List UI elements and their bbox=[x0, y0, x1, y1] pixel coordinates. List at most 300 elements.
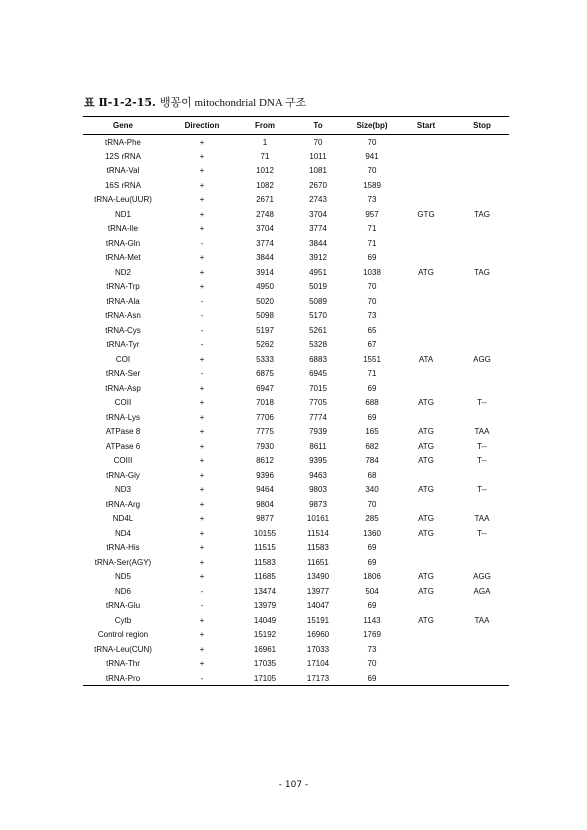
table-row bbox=[83, 657, 509, 672]
cell-direction: - bbox=[200, 311, 204, 321]
cell-from: 14049 bbox=[253, 615, 277, 625]
cell-start bbox=[397, 164, 455, 179]
cell-from: 5197 bbox=[256, 325, 274, 335]
table-row bbox=[83, 149, 509, 164]
cell-gene: ND1 bbox=[114, 209, 131, 219]
cell-start bbox=[397, 410, 455, 425]
cell-start bbox=[397, 323, 455, 338]
cell-gene: ND6 bbox=[114, 586, 131, 596]
cell-stop bbox=[455, 222, 509, 237]
cell-gene: tRNA-Ala bbox=[106, 296, 140, 306]
cell-start bbox=[397, 599, 455, 614]
cell-direction: + bbox=[199, 354, 205, 364]
table-caption-label: 표 Ⅱ-1-2-15. bbox=[84, 96, 156, 109]
cell-start: GTG bbox=[417, 209, 435, 219]
table-body bbox=[83, 135, 509, 686]
cell-gene: tRNA-Phe bbox=[104, 137, 141, 147]
table-row bbox=[83, 236, 509, 251]
cell-to: 5089 bbox=[309, 296, 327, 306]
table-row bbox=[83, 178, 509, 193]
cell-to: 1011 bbox=[309, 151, 327, 161]
cell-to: 11583 bbox=[307, 543, 329, 553]
cell-start: ATG bbox=[418, 586, 434, 596]
cell-direction: - bbox=[200, 601, 204, 611]
cell-stop bbox=[455, 468, 509, 483]
cell-to: 5170 bbox=[309, 311, 327, 321]
cell-size: 504 bbox=[365, 586, 379, 596]
cell-to: 17033 bbox=[306, 644, 330, 654]
cell-gene: tRNA-Lys bbox=[106, 412, 140, 422]
table-row bbox=[83, 135, 509, 150]
cell-to: 3774 bbox=[309, 224, 327, 234]
table-row bbox=[83, 541, 509, 556]
table-row bbox=[83, 294, 509, 309]
table-row bbox=[83, 410, 509, 425]
cell-gene: tRNA-Trp bbox=[106, 282, 140, 292]
cell-from: 3844 bbox=[256, 253, 274, 263]
cell-start bbox=[397, 367, 455, 382]
cell-start bbox=[397, 497, 455, 512]
cell-to: 9463 bbox=[309, 470, 327, 480]
table-row bbox=[83, 425, 509, 440]
cell-size: 70 bbox=[367, 659, 377, 669]
cell-stop: AGG bbox=[473, 354, 491, 364]
cell-to: 70 bbox=[313, 137, 323, 147]
cell-to: 1081 bbox=[309, 166, 327, 176]
cell-start bbox=[397, 338, 455, 353]
cell-gene: tRNA-Gln bbox=[105, 238, 141, 248]
cell-size: 65 bbox=[367, 325, 377, 335]
cell-size: 941 bbox=[365, 151, 379, 161]
cell-direction: + bbox=[199, 630, 205, 640]
cell-stop bbox=[455, 642, 509, 657]
table-row bbox=[83, 599, 509, 614]
cell-gene: Control region bbox=[97, 630, 149, 640]
cell-size: 1143 bbox=[363, 615, 381, 625]
cell-start bbox=[397, 541, 455, 556]
table-row bbox=[83, 338, 509, 353]
cell-stop bbox=[455, 367, 509, 382]
header-to: To bbox=[289, 117, 347, 135]
table-row bbox=[83, 497, 509, 512]
cell-start: ATG bbox=[418, 528, 434, 538]
header-size: Size(bp) bbox=[347, 117, 397, 135]
cell-gene: ND2 bbox=[114, 267, 131, 277]
cell-stop: AGA bbox=[473, 586, 491, 596]
cell-to: 17104 bbox=[306, 659, 330, 669]
table-row bbox=[83, 555, 509, 570]
table-caption-text: 뱅꽁이 mitochondrial DNA 구조 bbox=[159, 97, 307, 109]
cell-stop: TAA bbox=[474, 615, 490, 625]
cell-direction: + bbox=[199, 557, 205, 567]
cell-size: 957 bbox=[365, 209, 379, 219]
cell-size: 1551 bbox=[363, 354, 381, 364]
cell-start bbox=[397, 178, 455, 193]
cell-stop bbox=[455, 251, 509, 266]
cell-from: 4950 bbox=[256, 282, 274, 292]
cell-size: 70 bbox=[367, 282, 377, 292]
cell-size: 1360 bbox=[363, 528, 381, 538]
cell-from: 9804 bbox=[256, 499, 274, 509]
cell-direction: + bbox=[199, 412, 205, 422]
cell-stop bbox=[455, 193, 509, 208]
cell-size: 1769 bbox=[363, 630, 381, 640]
table-row bbox=[83, 628, 509, 643]
cell-gene: tRNA-Leu(UUR) bbox=[94, 195, 152, 205]
cell-from: 2671 bbox=[256, 195, 274, 205]
cell-start bbox=[397, 222, 455, 237]
cell-gene: ND4L bbox=[112, 514, 134, 524]
cell-gene: ATPase 6 bbox=[105, 441, 141, 451]
cell-direction: - bbox=[200, 238, 204, 248]
cell-direction: + bbox=[199, 499, 205, 509]
cell-start bbox=[397, 642, 455, 657]
cell-direction: + bbox=[199, 485, 205, 495]
cell-size: 73 bbox=[367, 195, 377, 205]
cell-to: 17173 bbox=[289, 671, 347, 686]
cell-stop bbox=[455, 657, 509, 672]
cell-to: 11651 bbox=[307, 557, 329, 567]
cell-to: 7774 bbox=[309, 412, 327, 422]
table-row bbox=[83, 642, 509, 657]
cell-gene: COII bbox=[114, 398, 132, 408]
table-row bbox=[83, 613, 509, 628]
cell-from: 5262 bbox=[256, 340, 274, 350]
table-row bbox=[83, 352, 509, 367]
cell-gene: tRNA-Thr bbox=[106, 659, 140, 669]
cell-start bbox=[397, 294, 455, 309]
table-row bbox=[83, 381, 509, 396]
cell-direction: - bbox=[200, 369, 204, 379]
table-row bbox=[83, 251, 509, 266]
cell-size: 69 bbox=[367, 253, 377, 263]
cell-direction: + bbox=[199, 267, 205, 277]
table-row bbox=[83, 323, 509, 338]
cell-to: 11514 bbox=[307, 528, 329, 538]
table-row bbox=[83, 526, 509, 541]
cell-to: 6945 bbox=[309, 369, 327, 379]
header-start: Start bbox=[397, 117, 455, 135]
cell-gene: tRNA-Leu(CUN) bbox=[94, 644, 152, 654]
cell-gene: tRNA-Ile bbox=[107, 224, 139, 234]
cell-start bbox=[397, 671, 455, 686]
cell-stop bbox=[455, 294, 509, 309]
cell-gene: tRNA-His bbox=[106, 543, 140, 553]
cell-stop bbox=[455, 671, 509, 686]
cell-to: 14047 bbox=[306, 601, 330, 611]
table-header-row bbox=[83, 117, 509, 135]
cell-to: 2670 bbox=[309, 180, 327, 190]
cell-to: 9395 bbox=[309, 456, 327, 466]
cell-direction: + bbox=[199, 615, 205, 625]
header-from: From bbox=[241, 117, 289, 135]
cell-direction: + bbox=[199, 644, 205, 654]
cell-stop bbox=[455, 381, 509, 396]
cell-from: 9464 bbox=[256, 485, 274, 495]
cell-size: 165 bbox=[365, 427, 379, 437]
cell-stop bbox=[455, 135, 509, 150]
header-direction: Direction bbox=[163, 117, 241, 135]
table-row bbox=[83, 396, 509, 411]
cell-from: 3774 bbox=[256, 238, 274, 248]
cell-size: 69 bbox=[367, 557, 377, 567]
cell-stop bbox=[455, 497, 509, 512]
cell-stop bbox=[455, 541, 509, 556]
cell-from: 8612 bbox=[256, 456, 274, 466]
cell-to: 3912 bbox=[309, 253, 327, 263]
cell-stop: TAA bbox=[474, 427, 490, 437]
cell-size: 71 bbox=[367, 224, 377, 234]
cell-to: 9873 bbox=[309, 499, 327, 509]
cell-size: 70 bbox=[367, 499, 377, 509]
cell-size: 69 bbox=[367, 383, 377, 393]
cell-to: 5019 bbox=[309, 282, 327, 292]
cell-gene: tRNA-Gly bbox=[106, 470, 140, 480]
cell-direction: + bbox=[199, 151, 205, 161]
cell-stop bbox=[455, 164, 509, 179]
cell-gene: tRNA-Asp bbox=[105, 383, 141, 393]
cell-to: 16960 bbox=[306, 630, 330, 640]
cell-direction: + bbox=[199, 180, 205, 190]
cell-to: 7015 bbox=[309, 383, 327, 393]
cell-start bbox=[397, 280, 455, 295]
table-row bbox=[83, 570, 509, 585]
cell-size: 73 bbox=[367, 311, 377, 321]
cell-start bbox=[397, 309, 455, 324]
cell-size: 67 bbox=[367, 340, 377, 350]
cell-start: ATG bbox=[418, 267, 434, 277]
table-row bbox=[83, 468, 509, 483]
table-row bbox=[83, 671, 509, 686]
cell-size: 682 bbox=[365, 441, 379, 451]
cell-from: 9877 bbox=[256, 514, 274, 524]
table-row bbox=[83, 367, 509, 382]
cell-start bbox=[397, 468, 455, 483]
cell-size: 285 bbox=[365, 514, 379, 524]
table-row bbox=[83, 164, 509, 179]
cell-direction: + bbox=[199, 441, 205, 451]
cell-direction: + bbox=[199, 282, 205, 292]
cell-size: 69 bbox=[347, 671, 397, 686]
cell-to: 3844 bbox=[309, 238, 327, 248]
cell-from: 6947 bbox=[256, 383, 274, 393]
table-row bbox=[83, 512, 509, 527]
cell-gene: ATPase 8 bbox=[105, 427, 141, 437]
cell-direction: + bbox=[199, 470, 205, 480]
cell-stop: TAG bbox=[474, 267, 490, 277]
cell-start bbox=[397, 236, 455, 251]
cell-start bbox=[397, 193, 455, 208]
cell-start: ATG bbox=[418, 572, 434, 582]
cell-size: 1589 bbox=[363, 180, 381, 190]
cell-from: 5333 bbox=[256, 354, 274, 364]
cell-direction: + bbox=[199, 528, 205, 538]
cell-direction: + bbox=[199, 383, 205, 393]
cell-size: 340 bbox=[365, 485, 379, 495]
cell-direction: + bbox=[199, 398, 205, 408]
cell-gene: tRNA-Arg bbox=[105, 499, 141, 509]
cell-size: 71 bbox=[367, 369, 377, 379]
cell-from: 17105 bbox=[241, 671, 289, 686]
cell-size: 1806 bbox=[363, 572, 381, 582]
cell-direction: + bbox=[199, 659, 205, 669]
cell-to: 5261 bbox=[309, 325, 327, 335]
cell-stop bbox=[455, 323, 509, 338]
cell-from: 16961 bbox=[253, 644, 277, 654]
cell-from: 10155 bbox=[253, 528, 277, 538]
cell-to: 8611 bbox=[309, 441, 327, 451]
cell-gene: tRNA-Tyr bbox=[106, 340, 140, 350]
cell-from: 11583 bbox=[254, 557, 276, 567]
cell-gene: 12S rRNA bbox=[104, 151, 141, 161]
cell-from: 13474 bbox=[253, 586, 277, 596]
cell-size: 784 bbox=[365, 456, 379, 466]
cell-direction: + bbox=[199, 543, 205, 553]
cell-gene: Cytb bbox=[114, 615, 132, 625]
cell-from: 6875 bbox=[256, 369, 274, 379]
cell-to: 13977 bbox=[306, 586, 330, 596]
table-row bbox=[83, 309, 509, 324]
cell-gene: tRNA-Met bbox=[105, 253, 141, 263]
cell-gene: tRNA-Glu bbox=[105, 601, 141, 611]
cell-start bbox=[397, 555, 455, 570]
cell-to: 2743 bbox=[309, 195, 327, 205]
cell-start bbox=[397, 251, 455, 266]
cell-stop bbox=[455, 236, 509, 251]
cell-start: ATG bbox=[418, 441, 434, 451]
cell-gene: tRNA-Cys bbox=[105, 325, 141, 335]
cell-gene: COIII bbox=[113, 456, 133, 466]
cell-direction: + bbox=[199, 224, 205, 234]
cell-from: 9396 bbox=[256, 470, 274, 480]
cell-stop bbox=[455, 338, 509, 353]
cell-stop bbox=[455, 149, 509, 164]
cell-start: ATA bbox=[418, 354, 434, 364]
cell-gene: ND4 bbox=[114, 528, 131, 538]
cell-to: 10161 bbox=[306, 514, 330, 524]
cell-from: 7930 bbox=[256, 441, 274, 451]
header-gene: Gene bbox=[83, 117, 163, 135]
cell-size: 68 bbox=[367, 470, 377, 480]
cell-to: 15191 bbox=[306, 615, 330, 625]
cell-from: 13979 bbox=[253, 601, 277, 611]
cell-from: 17035 bbox=[253, 659, 277, 669]
table-row bbox=[83, 584, 509, 599]
cell-direction: + bbox=[199, 514, 205, 524]
table-row bbox=[83, 193, 509, 208]
page-number: - 107 - bbox=[278, 780, 309, 790]
cell-gene: tRNA-Asn bbox=[105, 311, 141, 321]
cell-to: 5328 bbox=[309, 340, 327, 350]
cell-from: 1 bbox=[262, 137, 268, 147]
cell-direction: + bbox=[199, 166, 205, 176]
cell-gene: tRNA-Pro bbox=[83, 671, 163, 686]
cell-size: 69 bbox=[367, 543, 377, 553]
cell-stop bbox=[455, 178, 509, 193]
cell-size: 688 bbox=[365, 398, 379, 408]
cell-from: 5020 bbox=[256, 296, 274, 306]
table-row bbox=[83, 483, 509, 498]
cell-size: 69 bbox=[367, 412, 377, 422]
cell-start: ATG bbox=[418, 427, 434, 437]
cell-from: 71 bbox=[260, 151, 270, 161]
cell-direction: + bbox=[199, 253, 205, 263]
cell-to: 13490 bbox=[306, 572, 330, 582]
cell-gene: COI bbox=[115, 354, 131, 364]
cell-from: 1012 bbox=[256, 166, 274, 176]
cell-from: 3914 bbox=[256, 267, 274, 277]
cell-start: ATG bbox=[418, 615, 434, 625]
cell-to: 4951 bbox=[309, 267, 327, 277]
cell-size: 71 bbox=[367, 238, 377, 248]
cell-size: 70 bbox=[367, 296, 377, 306]
cell-to: 6883 bbox=[309, 354, 327, 364]
cell-start bbox=[397, 135, 455, 150]
cell-gene: ND5 bbox=[114, 572, 131, 582]
table-row bbox=[83, 439, 509, 454]
cell-size: 69 bbox=[367, 601, 377, 611]
cell-stop: TAG bbox=[474, 209, 490, 219]
cell-direction: + bbox=[199, 137, 205, 147]
cell-from: 15192 bbox=[253, 630, 277, 640]
table-row bbox=[83, 280, 509, 295]
cell-stop bbox=[455, 280, 509, 295]
mitochondrial-dna-table bbox=[83, 116, 509, 686]
cell-to: 7939 bbox=[309, 427, 327, 437]
cell-stop bbox=[455, 628, 509, 643]
cell-from: 7706 bbox=[256, 412, 274, 422]
cell-stop: TAA bbox=[474, 514, 490, 524]
cell-to: 9803 bbox=[309, 485, 327, 495]
table-row bbox=[83, 222, 509, 237]
cell-start bbox=[397, 657, 455, 672]
cell-from: 1082 bbox=[256, 180, 274, 190]
cell-from: 5098 bbox=[256, 311, 274, 321]
cell-direction: - bbox=[200, 325, 204, 335]
cell-from: 7775 bbox=[256, 427, 274, 437]
header-stop: Stop bbox=[455, 117, 509, 135]
cell-start: ATG bbox=[418, 456, 434, 466]
cell-size: 73 bbox=[367, 644, 377, 654]
cell-start bbox=[397, 628, 455, 643]
cell-stop: T-- bbox=[477, 528, 487, 538]
cell-to: 3704 bbox=[309, 209, 327, 219]
cell-start bbox=[397, 149, 455, 164]
cell-gene: 16S rRNA bbox=[104, 180, 141, 190]
cell-stop: T-- bbox=[477, 456, 487, 466]
cell-gene: ND3 bbox=[114, 485, 131, 495]
cell-from: 3704 bbox=[256, 224, 274, 234]
cell-direction: - bbox=[200, 340, 204, 350]
cell-start: ATG bbox=[418, 398, 434, 408]
cell-size: 70 bbox=[367, 166, 377, 176]
cell-direction: + bbox=[199, 209, 205, 219]
cell-stop: T-- bbox=[477, 485, 487, 495]
cell-from: 11515 bbox=[254, 543, 276, 553]
cell-stop bbox=[455, 599, 509, 614]
cell-gene: tRNA-Ser(AGY) bbox=[94, 557, 152, 567]
cell-stop: T-- bbox=[477, 441, 487, 451]
cell-direction: + bbox=[199, 427, 205, 437]
cell-to: 7705 bbox=[309, 398, 327, 408]
cell-size: 1038 bbox=[363, 267, 381, 277]
cell-stop: AGG bbox=[473, 572, 491, 582]
cell-start: ATG bbox=[418, 485, 434, 495]
cell-stop: T-- bbox=[477, 398, 487, 408]
cell-direction: - bbox=[200, 296, 204, 306]
cell-size: 70 bbox=[367, 137, 377, 147]
cell-start: ATG bbox=[418, 514, 434, 524]
